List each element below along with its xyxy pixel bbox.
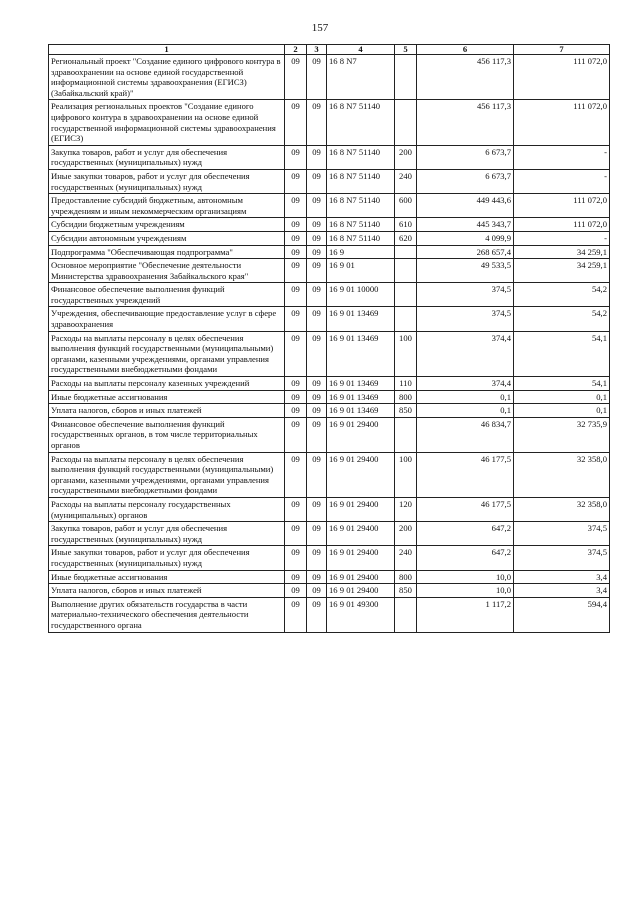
page-number: 157 [311,22,329,34]
row-name: Субсидии бюджетным учреждениям [49,218,285,232]
row-name: Субсидии автономным учреждениям [49,231,285,245]
expense-type-code [395,100,417,145]
expense-type-code [395,307,417,331]
row-name: Уплата налогов, сборов и иных платежей [49,584,285,598]
table-row [49,55,610,100]
section-code: 09 [285,169,307,193]
section-code: 09 [285,307,307,331]
target-article-code: 16 9 01 13469 [327,377,395,391]
expense-type-code: 620 [395,231,417,245]
subsection-code: 09 [307,452,327,497]
amount-col-6: 449 443,6 [417,194,514,218]
target-article-code: 16 9 01 29400 [327,546,395,570]
row-name: Региональный проект "Создание единого цифрового контура в здравоохранении на основе единой государственной информационной системы здравоохранения (ЕГИСЗ) (Забайкальский край)" [49,55,285,100]
expense-type-code: 100 [395,331,417,376]
table-row [49,417,610,452]
subsection-code: 09 [307,169,327,193]
table-row [49,390,610,404]
row-name: Подпрограмма "Обеспечивающая подпрограмма" [49,245,285,259]
row-name: Основное мероприятие "Обеспечение деятельности Министерства здравоохранения Забайкальского края" [49,259,285,283]
target-article-code: 16 9 01 49300 [327,597,395,632]
expense-type-code: 800 [395,390,417,404]
subsection-code: 09 [307,390,327,404]
amount-col-7: 54,2 [514,307,610,331]
amount-col-6: 46 177,5 [417,452,514,497]
amount-col-6: 374,4 [417,377,514,391]
expense-type-code [395,55,417,100]
subsection-code: 09 [307,404,327,418]
amount-col-7: 34 259,1 [514,245,610,259]
target-article-code: 16 9 01 10000 [327,283,395,307]
target-article-code: 16 9 01 13469 [327,390,395,404]
col-header-1: 1 [49,45,285,55]
target-article-code: 16 9 01 13469 [327,331,395,376]
col-header-5: 5 [395,45,417,55]
amount-col-6: 46 834,7 [417,417,514,452]
target-article-code: 16 9 [327,245,395,259]
amount-col-7: 3,4 [514,584,610,598]
section-code: 09 [285,331,307,376]
subsection-code: 09 [307,307,327,331]
target-article-code: 16 9 01 29400 [327,452,395,497]
section-code: 09 [285,283,307,307]
subsection-code: 09 [307,546,327,570]
expense-type-code [395,417,417,452]
table-row [49,546,610,570]
section-code: 09 [285,390,307,404]
amount-col-7: 34 259,1 [514,259,610,283]
target-article-code: 16 9 01 29400 [327,522,395,546]
section-code: 09 [285,194,307,218]
section-code: 09 [285,245,307,259]
amount-col-6: 374,4 [417,331,514,376]
section-code: 09 [285,55,307,100]
row-name: Иные закупки товаров, работ и услуг для обеспечения государственных (муниципальных) нужд [49,546,285,570]
table-row [49,194,610,218]
table-row [49,597,610,632]
amount-col-7: 0,1 [514,390,610,404]
target-article-code: 16 8 N7 51140 [327,145,395,169]
subsection-code: 09 [307,283,327,307]
target-article-code: 16 8 N7 51140 [327,194,395,218]
amount-col-7: 111 072,0 [514,218,610,232]
row-name: Иные закупки товаров, работ и услуг для обеспечения государственных (муниципальных) нужд [49,169,285,193]
section-code: 09 [285,404,307,418]
amount-col-7: - [514,169,610,193]
table-row [49,259,610,283]
subsection-code: 09 [307,55,327,100]
section-code: 09 [285,259,307,283]
col-header-4: 4 [327,45,395,55]
amount-col-7: 32 358,0 [514,497,610,521]
row-name: Закупка товаров, работ и услуг для обеспечения государственных (муниципальных) нужд [49,145,285,169]
target-article-code: 16 8 N7 51140 [327,231,395,245]
section-code: 09 [285,145,307,169]
expense-type-code: 120 [395,497,417,521]
target-article-code: 16 9 01 29400 [327,584,395,598]
amount-col-7: 54,1 [514,377,610,391]
target-article-code: 16 9 01 29400 [327,570,395,584]
table-row [49,100,610,145]
amount-col-6: 647,2 [417,546,514,570]
amount-col-6: 49 533,5 [417,259,514,283]
section-code: 09 [285,522,307,546]
table-row [49,570,610,584]
target-article-code: 16 9 01 29400 [327,497,395,521]
target-article-code: 16 8 N7 51140 [327,218,395,232]
table-row [49,231,610,245]
amount-col-6: 46 177,5 [417,497,514,521]
row-name: Расходы на выплаты персоналу в целях обеспечения выполнения функций государственными (муниципальными) органами, казенными учреждениями, органами управления государственными внебюджетными фондами [49,452,285,497]
row-name: Иные бюджетные ассигнования [49,570,285,584]
header-row [49,45,610,55]
target-article-code: 16 8 N7 [327,55,395,100]
col-header-6: 6 [417,45,514,55]
amount-col-7: 54,2 [514,283,610,307]
section-code: 09 [285,584,307,598]
amount-col-7: 594,4 [514,597,610,632]
expense-type-code [395,283,417,307]
table-row [49,377,610,391]
subsection-code: 09 [307,245,327,259]
subsection-code: 09 [307,259,327,283]
target-article-code: 16 8 N7 51140 [327,169,395,193]
table-row [49,522,610,546]
target-article-code: 16 9 01 13469 [327,404,395,418]
subsection-code: 09 [307,331,327,376]
section-code: 09 [285,417,307,452]
row-name: Расходы на выплаты персоналу в целях обеспечения выполнения функций государственными (муниципальными) органами, казенными учреждениями, органами управления государственными внебюджетными фондами [49,331,285,376]
row-name: Расходы на выплаты персоналу государственных (муниципальных) органов [49,497,285,521]
table-row [49,218,610,232]
expense-type-code: 610 [395,218,417,232]
table-row [49,307,610,331]
amount-col-6: 0,1 [417,404,514,418]
target-article-code: 16 9 01 13469 [327,307,395,331]
col-header-7: 7 [514,45,610,55]
table-row [49,145,610,169]
expense-type-code: 600 [395,194,417,218]
expense-type-code: 800 [395,570,417,584]
amount-col-6: 4 099,9 [417,231,514,245]
subsection-code: 09 [307,100,327,145]
expense-type-code [395,245,417,259]
section-code: 09 [285,597,307,632]
amount-col-6: 0,1 [417,390,514,404]
table-row [49,283,610,307]
expense-type-code: 200 [395,522,417,546]
section-code: 09 [285,377,307,391]
amount-col-6: 6 673,7 [417,169,514,193]
expense-type-code: 240 [395,546,417,570]
row-name: Выполнение других обязательств государства в части материально-технического обеспечения деятельности государственного органа [49,597,285,632]
row-name: Уплата налогов, сборов и иных платежей [49,404,285,418]
row-name: Реализация региональных проектов "Создание единого цифрового контура в здравоохранении на основе единой государственной информационной системы здравоохранения (ЕГИСЗ) [49,100,285,145]
section-code: 09 [285,100,307,145]
section-code: 09 [285,452,307,497]
amount-col-7: 32 358,0 [514,452,610,497]
section-code: 09 [285,231,307,245]
table-row [49,331,610,376]
amount-col-7: 374,5 [514,522,610,546]
row-name: Закупка товаров, работ и услуг для обеспечения государственных (муниципальных) нужд [49,522,285,546]
section-code: 09 [285,570,307,584]
subsection-code: 09 [307,570,327,584]
amount-col-6: 10,0 [417,570,514,584]
subsection-code: 09 [307,231,327,245]
amount-col-7: - [514,231,610,245]
col-header-2: 2 [285,45,307,55]
target-article-code: 16 8 N7 51140 [327,100,395,145]
expense-type-code: 100 [395,452,417,497]
subsection-code: 09 [307,584,327,598]
subsection-code: 09 [307,417,327,452]
amount-col-7: 111 072,0 [514,55,610,100]
subsection-code: 09 [307,377,327,391]
amount-col-6: 1 117,2 [417,597,514,632]
subsection-code: 09 [307,145,327,169]
subsection-code: 09 [307,194,327,218]
amount-col-6: 268 657,4 [417,245,514,259]
expense-type-code: 200 [395,145,417,169]
row-name: Учреждения, обеспечивающие предоставление услуг в сфере здравоохранения [49,307,285,331]
row-name: Иные бюджетные ассигнования [49,390,285,404]
table-row [49,169,610,193]
expense-type-code: 110 [395,377,417,391]
amount-col-6: 10,0 [417,584,514,598]
col-header-3: 3 [307,45,327,55]
subsection-code: 09 [307,522,327,546]
amount-col-6: 374,5 [417,307,514,331]
target-article-code: 16 9 01 [327,259,395,283]
expense-type-code [395,259,417,283]
table-row [49,497,610,521]
row-name: Финансовое обеспечение выполнения функций государственных органов, в том числе территориальных органов [49,417,285,452]
budget-table [48,44,610,633]
expense-type-code [395,597,417,632]
row-name: Предоставление субсидий бюджетным, автономным учреждениям и иным некоммерческим организациям [49,194,285,218]
amount-col-6: 456 117,3 [417,55,514,100]
row-name: Финансовое обеспечение выполнения функций государственных учреждений [49,283,285,307]
amount-col-7: - [514,145,610,169]
amount-col-7: 374,5 [514,546,610,570]
subsection-code: 09 [307,497,327,521]
expense-type-code: 240 [395,169,417,193]
expense-type-code: 850 [395,584,417,598]
row-name: Расходы на выплаты персоналу казенных учреждений [49,377,285,391]
amount-col-7: 0,1 [514,404,610,418]
table-row [49,452,610,497]
amount-col-6: 647,2 [417,522,514,546]
section-code: 09 [285,546,307,570]
table-row [49,584,610,598]
target-article-code: 16 9 01 29400 [327,417,395,452]
amount-col-7: 54,1 [514,331,610,376]
amount-col-6: 6 673,7 [417,145,514,169]
subsection-code: 09 [307,597,327,632]
amount-col-7: 3,4 [514,570,610,584]
section-code: 09 [285,497,307,521]
subsection-code: 09 [307,218,327,232]
table-row [49,245,610,259]
amount-col-7: 111 072,0 [514,194,610,218]
amount-col-7: 32 735,9 [514,417,610,452]
amount-col-6: 374,5 [417,283,514,307]
table-row [49,404,610,418]
amount-col-6: 445 343,7 [417,218,514,232]
section-code: 09 [285,218,307,232]
expense-type-code: 850 [395,404,417,418]
amount-col-7: 111 072,0 [514,100,610,145]
amount-col-6: 456 117,3 [417,100,514,145]
